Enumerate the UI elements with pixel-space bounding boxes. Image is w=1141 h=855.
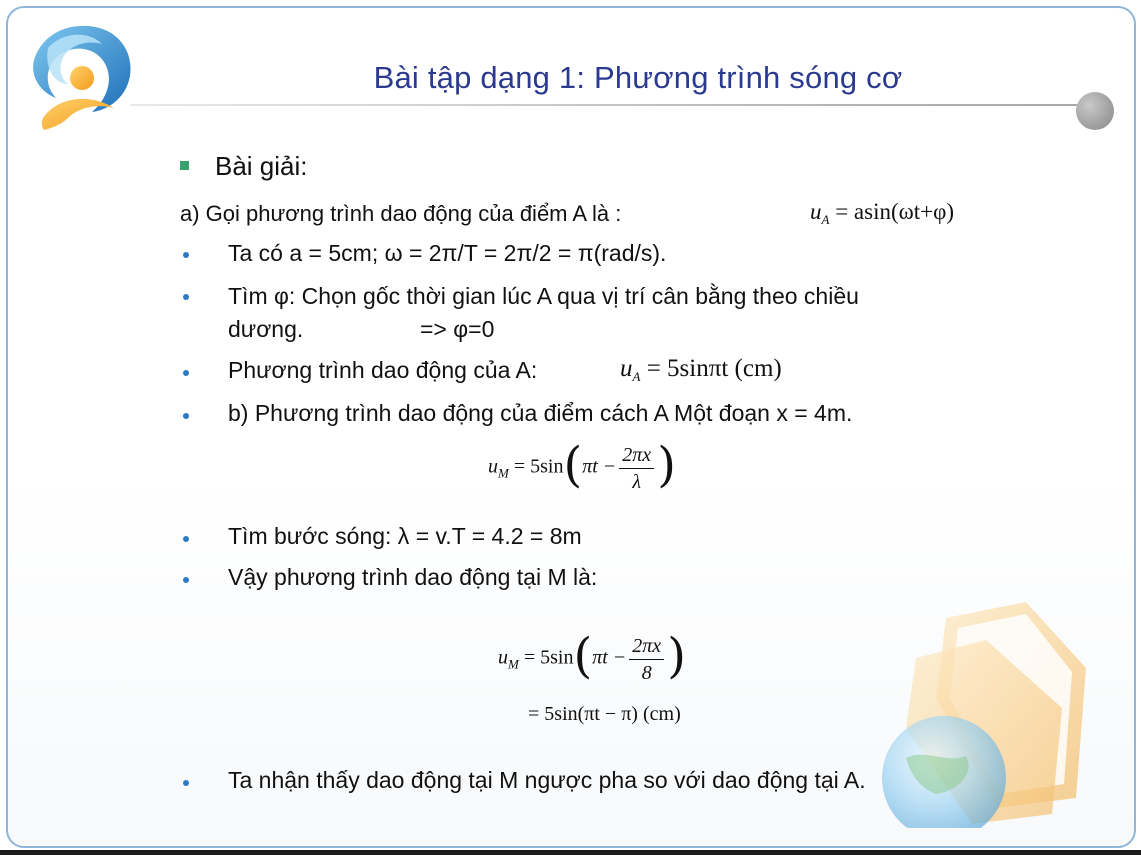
formula-rhs: = asin(ωt+φ) <box>835 199 955 224</box>
formula-var: u <box>620 355 633 382</box>
fraction-numerator: 2πx <box>619 444 654 469</box>
bullet-dot-icon <box>183 413 189 419</box>
eq-m-intro-line: Vậy phương trình dao động tại M là: <box>228 564 598 590</box>
bullet-dot-icon <box>183 536 189 542</box>
formula-sub: M <box>508 656 519 672</box>
fraction-denominator: λ <box>632 470 642 493</box>
formula-sub: A <box>821 212 830 227</box>
eq-a-formula <box>620 355 782 385</box>
part-b-line: b) Phương trình dao động của điểm cách A Một đoạn x = 4m. <box>228 400 853 426</box>
formula-var: u <box>498 646 508 669</box>
eq-a-text: Phương trình dao động của A: <box>228 357 538 383</box>
formula-eq: = 5sin <box>513 455 564 478</box>
bottom-border <box>0 850 1141 855</box>
slide-title: Bài tập dạng 1: Phương trình sóng cơ <box>373 60 903 95</box>
eq-m-result-formula: = 5sin(πt − π) (cm) <box>528 703 681 725</box>
formula-sub: M <box>498 465 509 481</box>
formula-var: u <box>488 455 498 478</box>
eq-m-numeric-formula: $u_M = 5\sin(\pi t$ − $\frac{2\pi x}{8}$ ) <box>498 628 686 684</box>
folder-globe-decoration <box>876 588 1116 828</box>
given-line: Ta có a = 5cm; ω = 2π/T = 2π/2 = π(rad/s). <box>228 240 667 266</box>
formula-pre: πt − <box>592 646 627 669</box>
formula-pre: πt − <box>582 455 617 478</box>
bullet-dot-icon <box>183 252 189 258</box>
eq-m-lambda-formula: $u_M = 5\sin(\pi t$ − $\frac{2\pi x}{\lambda}$ ) <box>488 437 676 493</box>
wavelength-line: Tìm bước sóng: λ = v.T = 4.2 = 8m <box>228 523 582 549</box>
formula-var: u <box>810 199 822 224</box>
bullet-dot-icon <box>183 370 189 376</box>
logo-icon <box>22 18 138 136</box>
bullet-dot-icon <box>183 294 189 300</box>
fraction-denominator: 8 <box>641 661 652 684</box>
part-a-text: a) Gọi phương trình dao động của điểm A là : <box>180 201 622 226</box>
title-divider <box>130 104 1086 106</box>
phi-result: => φ=0 <box>420 316 495 342</box>
fraction-numerator: 2πx <box>629 635 664 660</box>
bullet-dot-icon <box>183 780 189 786</box>
bullet-dot-icon <box>183 577 189 583</box>
formula-fraction <box>619 444 654 493</box>
part-a-line <box>180 201 621 227</box>
formula-rhs: = 5sinπt (cm) <box>646 355 782 382</box>
part-a-formula <box>810 199 954 228</box>
conclusion-line: Ta nhận thấy dao động tại M ngược pha so với dao động tại A. <box>228 767 866 793</box>
heading-square-bullet-icon <box>180 161 189 170</box>
heading-text: Bài giải: <box>215 151 308 181</box>
title-dot-icon <box>1076 92 1114 130</box>
solution-heading <box>180 151 308 182</box>
phi-line-1: Tìm φ: Chọn gốc thời gian lúc A qua vị trí cân bằng theo chiều <box>228 283 859 309</box>
phi-line-2: dương. <box>228 316 304 342</box>
formula-eq: = 5sin <box>523 646 574 669</box>
formula-sub: A <box>632 369 641 384</box>
formula-fraction <box>629 635 664 684</box>
